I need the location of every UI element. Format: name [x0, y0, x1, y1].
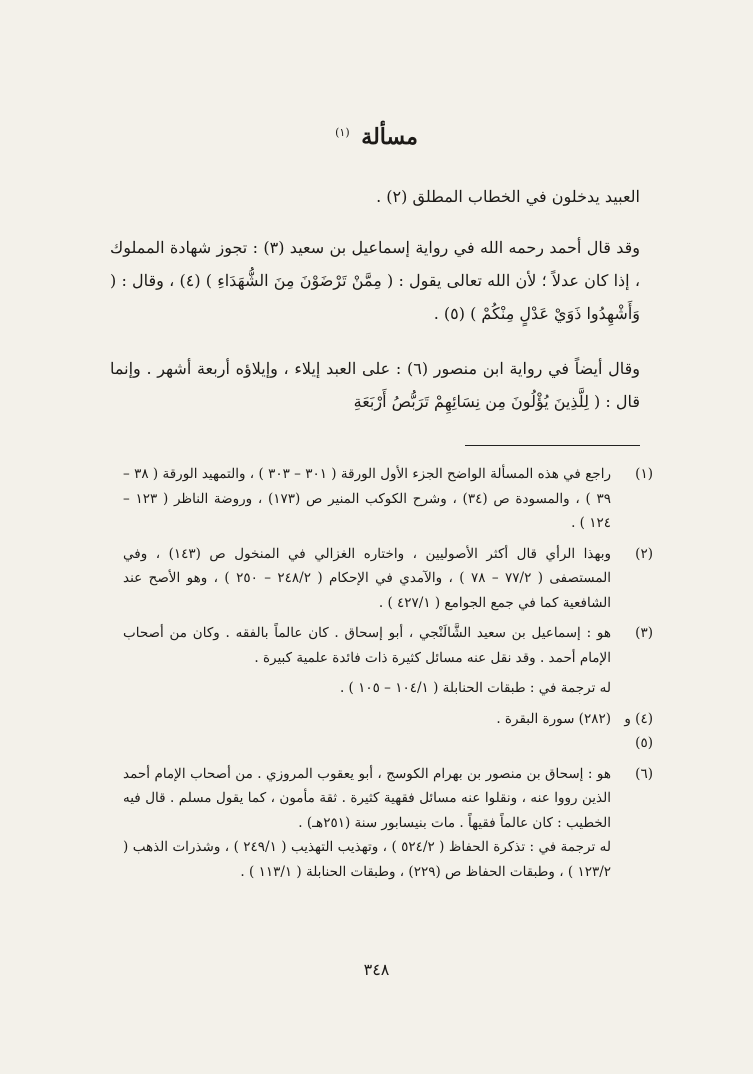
footnote-text: وبهذا الرأي قال أكثر الأصوليين ، واختاره الغزالي في المنخول ص (١٤٣) ، وفي المستصفى ( ٧٧/٢ – ٧٨ ) ، والآمدي في الإحكام ( ٢٤٨/٢ – ٢٥٠ ) ، وهو الأصح عند الشافعية كما في جمع الجوامع ( ٤٢٧/١ ) . [123, 545, 611, 611]
footnote-2 [123, 542, 653, 616]
footnote-text: هو : إسماعيل بن سعيد الشَّالَنْجي ، أبو إسحاق . كان عالماً بالفقه . وكان من أصحاب الإمام أحمد . وقد نقل عنه مسائل كثيرة ذات فائدة علمية كبيرة . [123, 625, 611, 666]
footnote-6 [123, 762, 653, 885]
footnote-3 [123, 621, 653, 701]
main-text [110, 180, 640, 440]
page-number: ٣٤٨ [363, 960, 390, 979]
footnote-number: (٤) و (٥) [624, 710, 653, 751]
footnote-4-5 [123, 707, 653, 756]
paragraph-2: وقد قال أحمد رحمه الله في رواية إسماعيل بن سعيد (٣) : تجوز شهادة المملوك ، إذا كان عدلاً ؛ لأن الله تعالى يقول : ( مِمَّنْ تَرْضَوْنَ مِنَ الشُّهَدَاءِ ) (٤) ، وقال : ( وَأَشْهِدُوا ذَوَيْ عَدْلٍ مِنْكُمْ ) (٥) . [110, 238, 641, 323]
footnotes [123, 462, 653, 890]
footnote-1 [123, 462, 653, 536]
footnote-number: (١) [635, 466, 653, 482]
footnote-text: له ترجمة في : طبقات الحنابلة ( ١٠٤/١ – ١٠٥ ) . [339, 680, 611, 696]
footnote-text: (٢٨٢) سورة البقرة . [496, 710, 611, 727]
paragraph-1: العبيد يدخلون في الخطاب المطلق (٢) . [376, 187, 640, 206]
footnote-text: هو : إسحاق بن منصور بن بهرام الكوسج ، أبو يعقوب المروزي . من أصحاب الإمام أحمد الذين رووا عنه ، ونقلوا عنه مسائل فقهية كثيرة . ثقة مأمون ، كما يقول مسلم . قال فيه الخطيب : كان عالماً فقيهاً . مات بنيسابور سنة (٢٥١هـ) . [123, 765, 611, 831]
title-footnote-ref: (١) [335, 125, 350, 139]
footnote-number: (٦) [635, 765, 653, 782]
footnote-divider [465, 445, 640, 446]
footnote-number: (٢) [635, 545, 653, 562]
footnote-text: له ترجمة في : تذكرة الحفاظ ( ٥٢٤/٢ ) ، وتهذيب التهذيب ( ٢٤٩/١ ) ، وشذرات الذهب ( ١٢٣/٢ ) ، وطبقات الحفاظ ص (٢٢٩) ، وطبقات الحنابلة ( ١١٣/١ ) . [123, 839, 611, 880]
footnote-text: راجع في هذه المسألة الواضح الجزء الأول الورقة ( ٣٠١ – ٣٠٣ ) ، والتمهيد الورقة ( ٣٨ – ٣٩ ) ، والمسودة ص (٣٤) ، وشرح الكوكب المنير ص (١٧٣) ، وروضة الناظر ( ١٢٣ – ١٢٤ ) . [123, 466, 611, 531]
title-text: مسألة [361, 124, 418, 150]
footnote-number: (٣) [635, 625, 653, 641]
paragraph-3: وقال أيضاً في رواية ابن منصور (٦) : على العبد إيلاء ، وإيلاؤه أربعة أشهر . وإنما قال : ( لِلَّذِينَ يُؤْلُونَ مِن نِسَائِهِمْ تَرَبُّصُ أَرْبَعَةِ [110, 359, 640, 411]
section-title [0, 124, 753, 150]
